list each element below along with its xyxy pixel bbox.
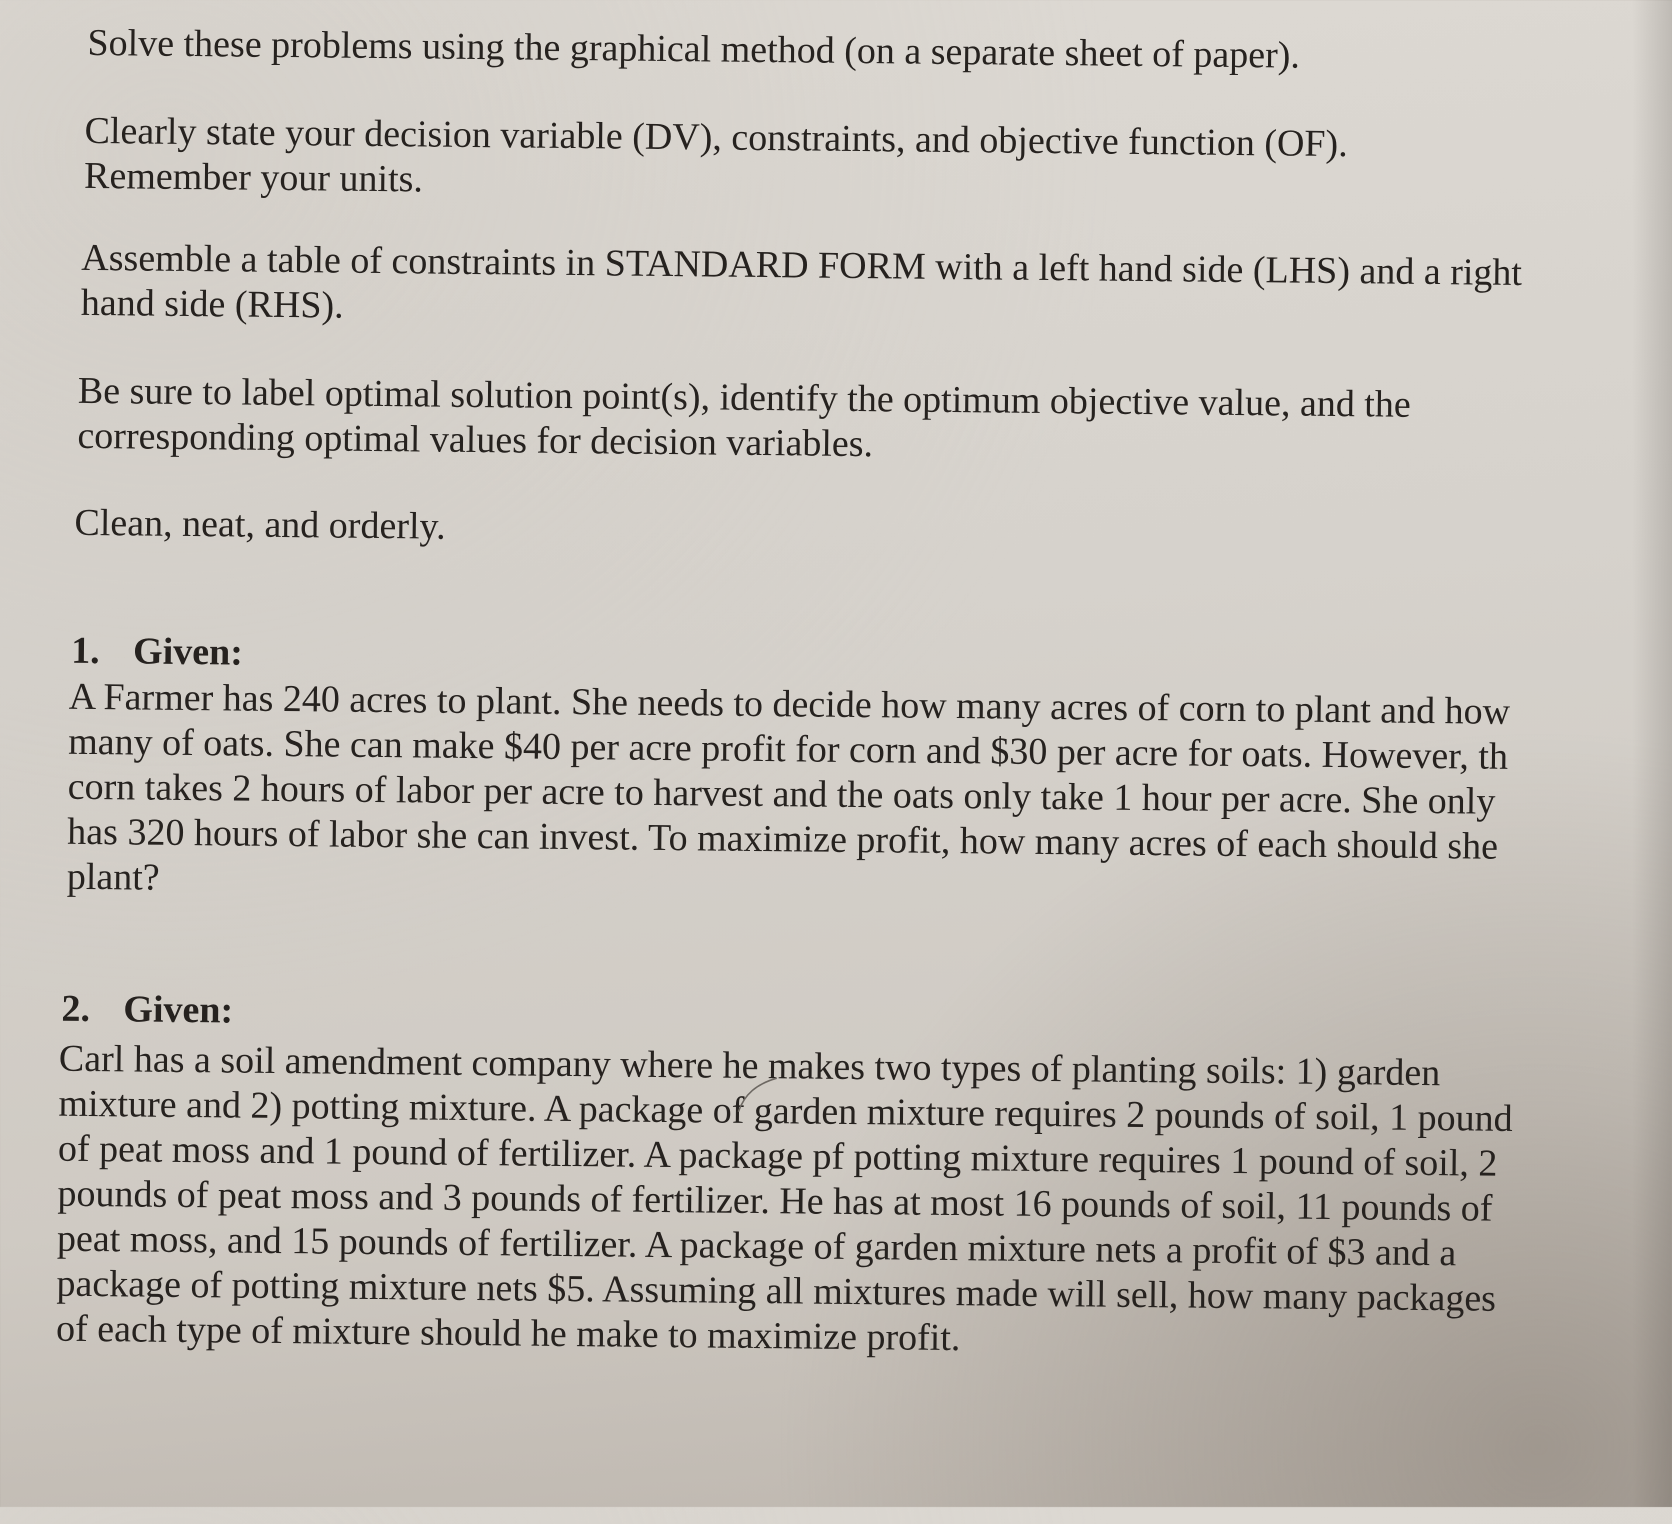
problem-1-line: A Farmer has 240 acres to plant. She needs to decide how many acres of corn to plant and how	[68, 675, 1511, 733]
problem-1-line: corn takes 2 hours of labor per acre to harvest and the oats only take 1 hour per acre. She only	[67, 765, 1496, 823]
page-edge-shadow	[1632, 0, 1672, 1507]
problem-1-line: plant?	[66, 855, 160, 899]
problem-2-given: Given:	[123, 988, 234, 1032]
instruction-constraint-table	[81, 236, 1523, 341]
instruction-table-line-2: hand side (RHS).	[80, 281, 344, 327]
problem-1-line: many of oats. She can make $40 per acre profit for corn and $30 per acre for oats. However, th	[68, 720, 1509, 778]
problem-1-heading	[71, 629, 243, 676]
problem-1-number: 1.	[70, 629, 100, 673]
instruction-intro-line: Solve these problems using the graphical method (on a separate sheet of paper).	[87, 21, 1301, 77]
instruction-table-line-1: Assemble a table of constraints in STANDARD FORM with a left hand side (LHS) and a right	[81, 236, 1523, 294]
instruction-label-line-2: corresponding optimal values for decision variables.	[77, 414, 874, 466]
instruction-intro	[87, 21, 1300, 79]
instruction-state-line-1: Clearly state your decision variable (DV), constraints, and objective function (OF).	[84, 109, 1348, 166]
problem-2-number: 2.	[61, 987, 91, 1030]
instruction-label-line-1: Be sure to label optimal solution point(s), identify the optimum objective value, and the	[77, 369, 1411, 426]
problem-1-given: Given:	[132, 630, 244, 674]
problem-2-line: mixture and 2) potting mixture. A package of garden mixture requires 2 pounds of soil, 1 pound	[58, 1082, 1513, 1140]
problem-1-line: has 320 hours of labor she can invest. To maximize profit, how many acres of each should she	[67, 810, 1499, 868]
problem-2-line: of each type of mixture should he make to maximize profit.	[55, 1307, 961, 1360]
problem-2-line: Carl has a soil amendment company where he makes two types of planting soils: 1) garden	[58, 1037, 1441, 1095]
problem-2-line: package of potting mixture nets $5. Assuming all mixtures made will sell, how many packages	[56, 1262, 1497, 1320]
instruction-clean	[74, 501, 446, 550]
instruction-clean-line: Clean, neat, and orderly.	[74, 501, 446, 548]
instruction-state-variables	[84, 109, 1348, 212]
problem-1-text	[67, 675, 1511, 915]
pen-mark	[736, 1074, 796, 1115]
problem-2-line: peat moss, and 15 pounds of fertilizer. A package of garden mixture nets a profit of $3 and a	[56, 1217, 1457, 1275]
instruction-state-line-2: Remember your units.	[83, 154, 424, 201]
problem-2-heading	[61, 987, 233, 1034]
instruction-label-solution	[77, 369, 1411, 473]
problem-2-line: of peat moss and 1 pound of fertilizer. A package pf potting mixture requires 1 pound of soil, 2	[57, 1127, 1498, 1185]
problem-2-line: pounds of peat moss and 3 pounds of fertilizer. He has at most 16 pounds of soil, 11 pounds of	[57, 1172, 1493, 1230]
